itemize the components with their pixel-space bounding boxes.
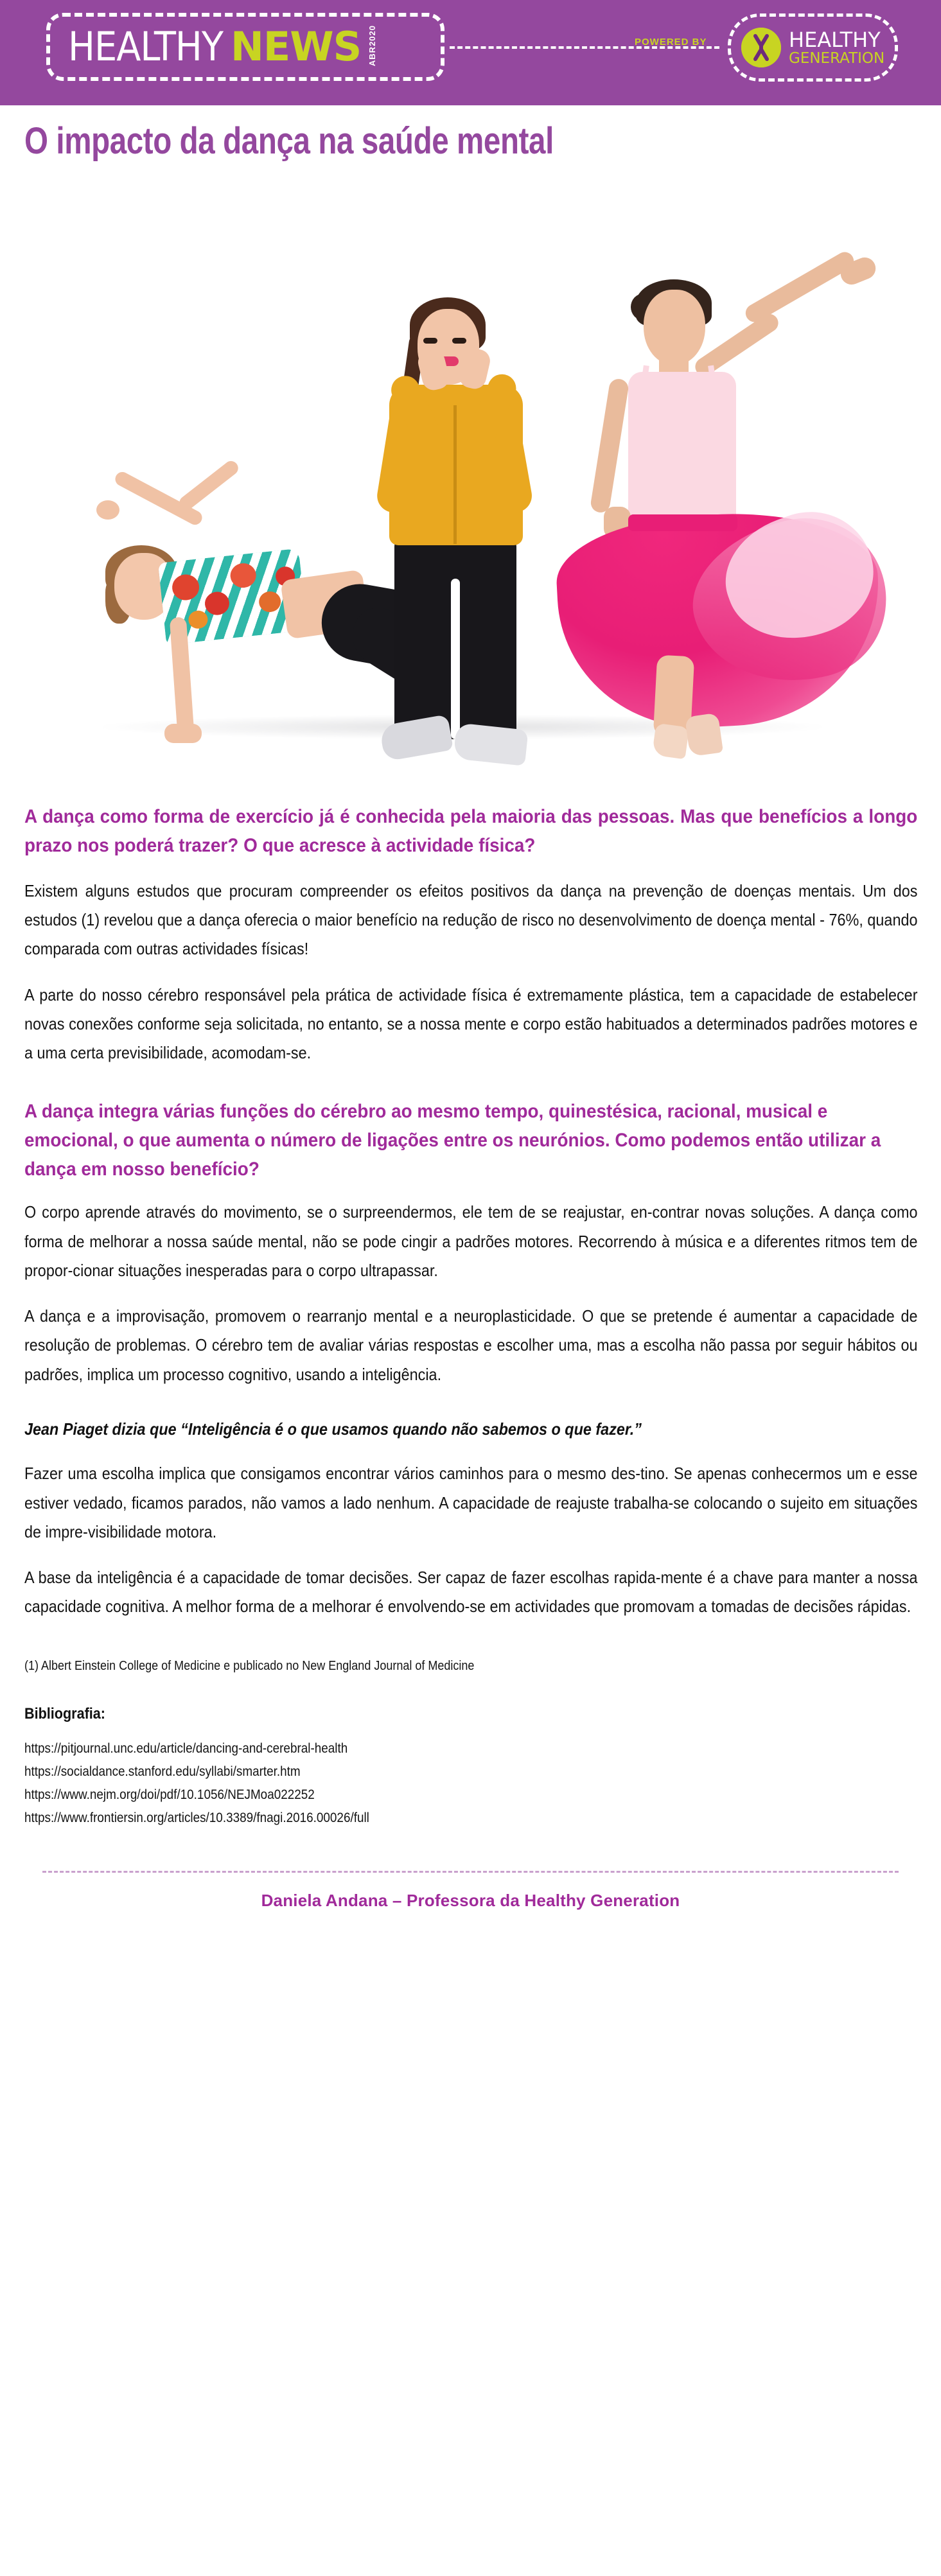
healthy-generation-logo <box>728 13 898 82</box>
healthy-generation-mark-icon <box>741 28 781 67</box>
paragraph-1: Existem alguns estudos que procuram compreender os efeitos positivos da dança na prevenção de doenças mentais. Um dos estudos (1) revelou que a dança oferecia o maior benefício na redução de risco no desenvolvimento de doença mental - 76%, quando comparada com outras actividades físicas! <box>24 881 918 959</box>
logo-issue-date: ABR2020 <box>367 24 378 67</box>
paragraph-2: A parte do nosso cérebro responsável pela prática de actividade física é extremamente plástica, tem a capacidade de estabelecer novas conexões conforme seja solicitada, no entanto, se a nossa mente e corpo estão habituados a determinados padrões motores e a uma certa previsibilidade, acomodam-se. <box>24 985 918 1063</box>
bibliography-title: Bibliografia: <box>24 1704 106 1722</box>
paragraph-4: A dança e a improvisação, promovem o rearranjo mental e a neuroplasticidade. O que se pretende é aumentar a capacidade de resolução de problemas. O cérebro tem de avaliar várias respostas e escolher uma, mas a escolha não passa por seguir hábitos ou padrões, implica um processo cognitivo, usando a inteligência. <box>24 1306 918 1384</box>
footnote-1: (1) Albert Einstein College of Medicine e publicado no New England Journal of Medicine <box>24 1658 475 1673</box>
paragraph-5: Fazer uma escolha implica que consigamos encontrar vários caminhos para o mesmo des-tino. Se apenas conhecermos um e esse estiver vedado, ficamos parados, não vamos a lado nenhum. A capacidade de reajuste trabalha-se colocando o sujeito em situações de impre-visibilidade motora. <box>24 1464 918 1541</box>
bibliography-link[interactable]: https://pitjournal.unc.edu/article/dancing-and-cerebral-health <box>24 1740 348 1756</box>
author-signature: Daniela Andana – Professora da Healthy Generation <box>261 1891 680 1911</box>
page-title: O impacto da dança na saúde mental <box>24 120 554 162</box>
logo-news-text: NEWS <box>230 23 362 70</box>
paragraph-3: O corpo aprende através do movimento, se o surpreendermos, ele tem de se reajustar, en-contrar novas soluções. A dança como forma de melhorar a nossa saúde mental, não se pode cingir a padrões motores. Recorrendo à música e a diferentes ritmos tem de propor-cionar situações inesperadas para o corpo ultrapassar. <box>24 1202 918 1280</box>
page-header <box>0 0 941 105</box>
hero-stage <box>0 162 941 779</box>
bibliography-link[interactable]: https://www.nejm.org/doi/pdf/10.1056/NEJMoa022252 <box>24 1787 315 1802</box>
bibliography-link[interactable]: https://socialdance.stanford.edu/syllabi/smarter.htm <box>24 1764 301 1779</box>
powered-by-label: POWERED BY <box>635 37 707 48</box>
dancer-yellow-jacket <box>358 277 551 752</box>
logo-healthy-text: HEALTHY <box>68 23 223 70</box>
healthy-news-logo <box>46 13 444 81</box>
piaget-quote: Jean Piaget dizia que “Inteligência é o que usamos quando não sabemos o que fazer.” <box>24 1419 642 1439</box>
article-body <box>0 802 941 1911</box>
paragraph-6: A base da inteligência é a capacidade de tomar decisões. Ser capaz de fazer escolhas rapida-mente é a chave para manter a nossa capacidade cognitiva. A melhor forma de a melhorar é envolvendo-se em actividades que promovam a tomadas de decisões rápidas. <box>24 1568 918 1617</box>
brand-healthy-text: HEALTHY <box>789 27 881 52</box>
lead-paragraph: A dança como forma de exercício já é conhecida pela maioria das pessoas. Mas que benefícios a longo prazo nos poderá trazer? O que acresce à actividade física? <box>24 806 918 856</box>
bibliography-list <box>24 1737 918 1830</box>
brand-generation-text: GENERATION <box>789 49 885 67</box>
bibliography-link[interactable]: https://www.frontiersin.org/articles/10.3389/fnagi.2016.00026/full <box>24 1810 369 1825</box>
footer-divider <box>42 1871 899 1873</box>
subheading-2: A dança integra várias funções do cérebro ao mesmo tempo, quinestésica, racional, musical e emocional, o que aumenta o número de ligações entre os neurónios. Como podemos então utilizar a dança em nosso benefício? <box>24 1101 881 1180</box>
hero-photo <box>0 162 941 779</box>
dancer-ballerina <box>533 240 893 760</box>
